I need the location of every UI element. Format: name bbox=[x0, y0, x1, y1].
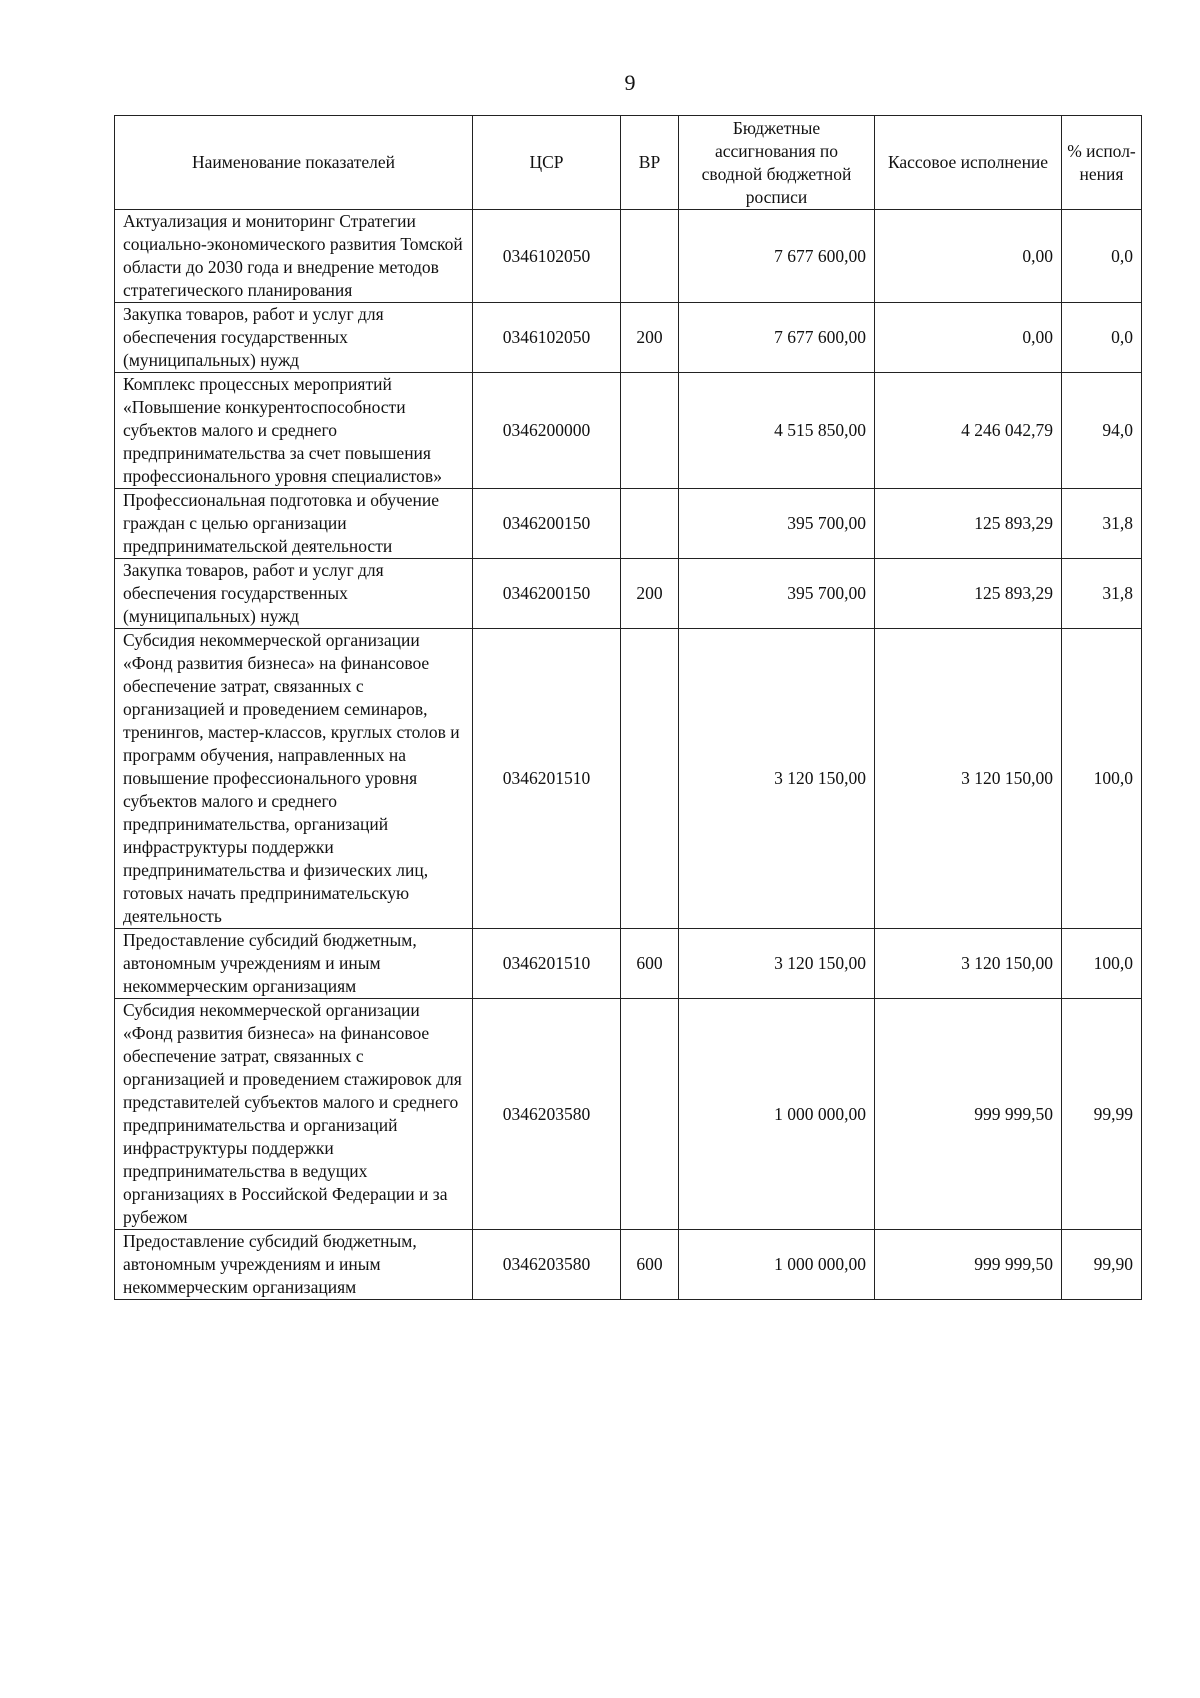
row-vr bbox=[621, 210, 679, 303]
row-budget: 1 000 000,00 bbox=[679, 1230, 875, 1300]
row-vr bbox=[621, 373, 679, 489]
row-name: Предоставление субсидий бюджетным, автономным учреждениям и иным некоммерческим организациям bbox=[115, 929, 473, 999]
row-cash: 4 246 042,79 bbox=[875, 373, 1062, 489]
row-csr: 0346200000 bbox=[473, 373, 621, 489]
row-name: Комплекс процессных мероприятий «Повышение конкурентоспособности субъектов малого и среднего предпринимательства за счет повышения профессионального уровня специалистов» bbox=[115, 373, 473, 489]
row-percent: 99,90 bbox=[1062, 1230, 1142, 1300]
row-name: Закупка товаров, работ и услуг для обеспечения государственных (муниципальных) нужд bbox=[115, 303, 473, 373]
row-budget: 3 120 150,00 bbox=[679, 629, 875, 929]
row-vr bbox=[621, 999, 679, 1230]
row-name: Закупка товаров, работ и услуг для обеспечения государственных (муниципальных) нужд bbox=[115, 559, 473, 629]
header-csr: ЦСР bbox=[473, 116, 621, 210]
row-percent: 31,8 bbox=[1062, 559, 1142, 629]
row-percent: 94,0 bbox=[1062, 373, 1142, 489]
row-budget: 7 677 600,00 bbox=[679, 303, 875, 373]
header-cash: Кассовое исполнение bbox=[875, 116, 1062, 210]
row-csr: 0346203580 bbox=[473, 1230, 621, 1300]
table-row bbox=[115, 999, 1142, 1230]
row-vr bbox=[621, 629, 679, 929]
table-row bbox=[115, 929, 1142, 999]
header-name: Наименование показателей bbox=[115, 116, 473, 210]
row-percent: 31,8 bbox=[1062, 489, 1142, 559]
row-cash: 999 999,50 bbox=[875, 1230, 1062, 1300]
row-budget: 7 677 600,00 bbox=[679, 210, 875, 303]
row-cash: 0,00 bbox=[875, 210, 1062, 303]
row-budget: 395 700,00 bbox=[679, 559, 875, 629]
row-vr: 200 bbox=[621, 559, 679, 629]
row-csr: 0346203580 bbox=[473, 999, 621, 1230]
row-percent: 100,0 bbox=[1062, 629, 1142, 929]
row-percent: 100,0 bbox=[1062, 929, 1142, 999]
row-budget: 395 700,00 bbox=[679, 489, 875, 559]
row-vr bbox=[621, 489, 679, 559]
row-csr: 0346201510 bbox=[473, 929, 621, 999]
row-csr: 0346201510 bbox=[473, 629, 621, 929]
table-row bbox=[115, 1230, 1142, 1300]
row-budget: 3 120 150,00 bbox=[679, 929, 875, 999]
row-csr: 0346102050 bbox=[473, 210, 621, 303]
row-cash: 999 999,50 bbox=[875, 999, 1062, 1230]
row-csr: 0346200150 bbox=[473, 559, 621, 629]
row-cash: 125 893,29 bbox=[875, 489, 1062, 559]
row-cash: 0,00 bbox=[875, 303, 1062, 373]
row-budget: 4 515 850,00 bbox=[679, 373, 875, 489]
header-vr: ВР bbox=[621, 116, 679, 210]
row-name: Субсидия некоммерческой организации «Фонд развития бизнеса» на финансовое обеспечение затрат, связанных с организацией и проведением стажировок для представителей субъектов малого и среднего предпринимательства и организаций инфраструктуры поддержки предпринимательства в ведущих организациях в Российской Федерации и за рубежом bbox=[115, 999, 473, 1230]
budget-execution-table bbox=[114, 115, 1142, 1300]
header-percent: % испол-нения bbox=[1062, 116, 1142, 210]
row-vr: 600 bbox=[621, 1230, 679, 1300]
table-row bbox=[115, 303, 1142, 373]
row-budget: 1 000 000,00 bbox=[679, 999, 875, 1230]
table-row bbox=[115, 559, 1142, 629]
row-percent: 0,0 bbox=[1062, 210, 1142, 303]
row-percent: 0,0 bbox=[1062, 303, 1142, 373]
table-header-row bbox=[115, 116, 1142, 210]
table-row bbox=[115, 373, 1142, 489]
page-number: 9 bbox=[624, 70, 636, 95]
row-name: Субсидия некоммерческой организации «Фонд развития бизнеса» на финансовое обеспечение затрат, связанных с организацией и проведением семинаров, тренингов, мастер-классов, круглых столов и программ обучения, направленных на повышение профессионального уровня субъектов малого и среднего предпринимательства, организаций инфраструктуры поддержки предпринимательства и физических лиц, готовых начать предпринимательскую деятельность bbox=[115, 629, 473, 929]
header-budget: Бюджетные ассигнования по сводной бюджетной росписи bbox=[679, 116, 875, 210]
row-percent: 99,99 bbox=[1062, 999, 1142, 1230]
table-row bbox=[115, 210, 1142, 303]
row-vr: 200 bbox=[621, 303, 679, 373]
table-row bbox=[115, 629, 1142, 929]
table-row bbox=[115, 489, 1142, 559]
row-name: Профессиональная подготовка и обучение граждан с целью организации предпринимательской деятельности bbox=[115, 489, 473, 559]
row-csr: 0346200150 bbox=[473, 489, 621, 559]
row-cash: 3 120 150,00 bbox=[875, 929, 1062, 999]
row-cash: 3 120 150,00 bbox=[875, 629, 1062, 929]
row-vr: 600 bbox=[621, 929, 679, 999]
row-cash: 125 893,29 bbox=[875, 559, 1062, 629]
row-name: Актуализация и мониторинг Стратегии социально-экономического развития Томской области до 2030 года и внедрение методов стратегического планирования bbox=[115, 210, 473, 303]
row-csr: 0346102050 bbox=[473, 303, 621, 373]
row-name: Предоставление субсидий бюджетным, автономным учреждениям и иным некоммерческим организациям bbox=[115, 1230, 473, 1300]
